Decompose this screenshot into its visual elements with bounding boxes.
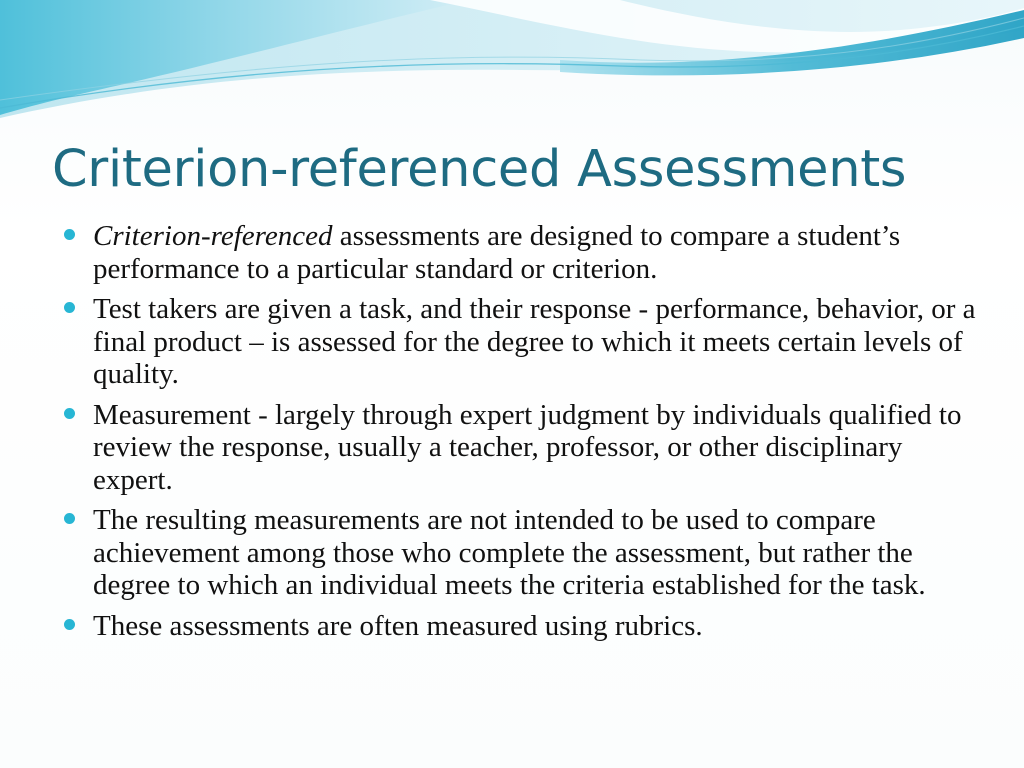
bullet-text: These assessments are often measured using rubrics.	[93, 609, 703, 642]
bullet-item	[64, 399, 984, 497]
bullet-italic-lead: Criterion-referenced	[93, 220, 333, 252]
bullet-list	[64, 220, 984, 650]
bullet-text: assessments are designed to compare a student’s performance to a particular standard or criterion.	[93, 220, 901, 285]
bullet-item	[64, 610, 984, 643]
bullet-item	[64, 220, 984, 285]
bullet-text: Test takers are given a task, and their response - performance, behavior, or a final product – is assessed for the degree to which it meets certain levels of quality.	[93, 293, 976, 390]
bullet-dot-icon	[64, 229, 75, 240]
bullet-text: Measurement - largely through expert judgment by individuals qualified to review the response, usually a teacher, professor, or other disciplinary expert.	[93, 398, 962, 496]
bullet-dot-icon	[64, 513, 75, 524]
bullet-dot-icon	[64, 408, 75, 419]
bullet-item	[64, 504, 984, 602]
slide-title: Criterion-referenced Assessments	[52, 140, 907, 199]
bullet-item	[64, 293, 984, 391]
wave-decoration	[0, 0, 1024, 130]
bullet-dot-icon	[64, 619, 75, 630]
bullet-text: The resulting measurements are not intended to be used to compare achievement among those who complete the assessment, but rather the degree to which an individual meets the criteria established for the task.	[93, 504, 926, 601]
bullet-dot-icon	[64, 302, 75, 313]
